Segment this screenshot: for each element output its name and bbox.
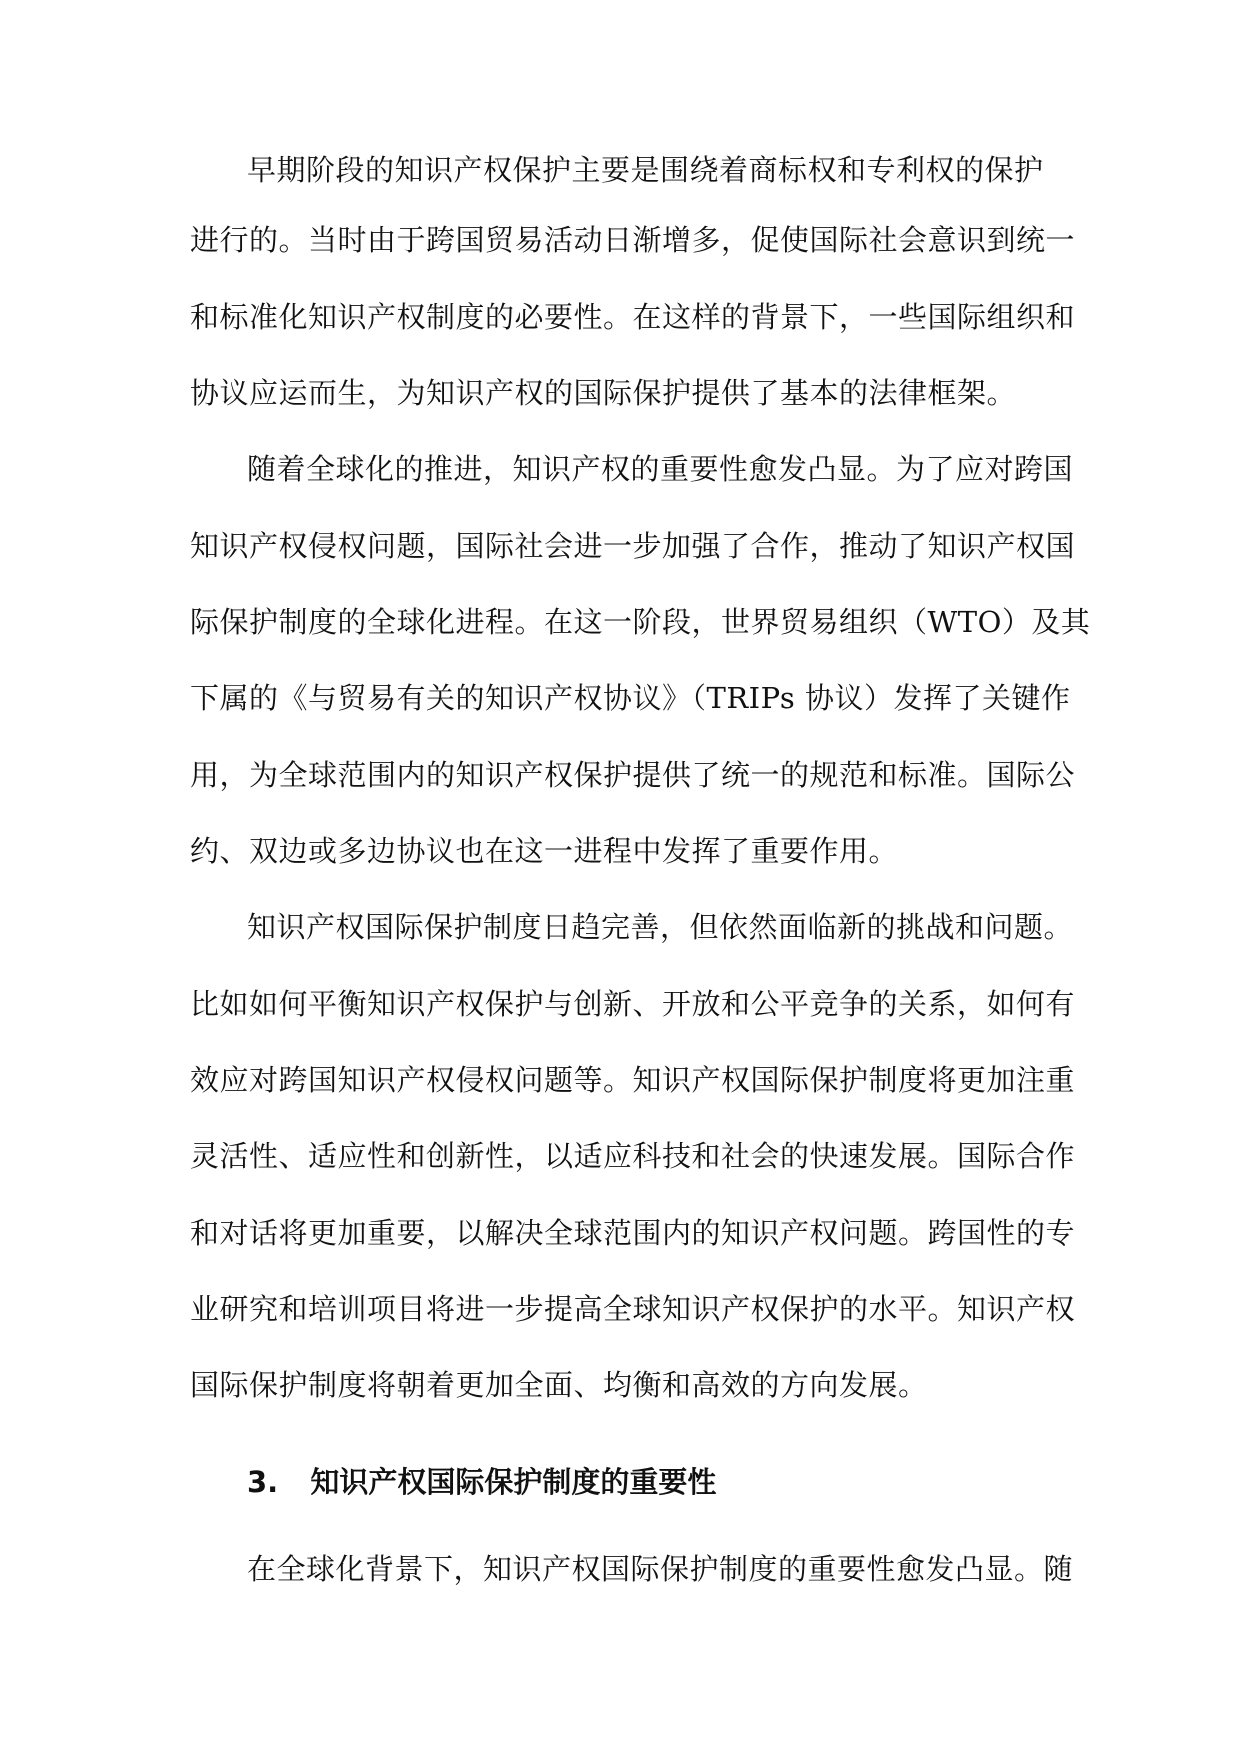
paragraph-2-line-1: 随着全球化的推进，知识产权的重要性愈发凸显。为了应对跨国 bbox=[247, 452, 1074, 486]
paragraph-1-line-1: 早期阶段的知识产权保护主要是围绕着商标权和专利权的保护 bbox=[247, 153, 1044, 187]
paragraph-3-line-5: 和对话将更加重要，以解决全球范围内的知识产权问题。跨国性的专 bbox=[190, 1216, 1076, 1250]
paragraph-3-line-2: 比如如何平衡知识产权保护与创新、开放和公平竞争的关系，如何有 bbox=[190, 987, 1076, 1021]
paragraph-3-line-1: 知识产权国际保护制度日趋完善，但依然面临新的挑战和问题。 bbox=[247, 910, 1074, 944]
final-paragraph-line-1: 在全球化背景下，知识产权国际保护制度的重要性愈发凸显。随 bbox=[247, 1552, 1074, 1586]
paragraph-3-line-4: 灵活性、适应性和创新性，以适应科技和社会的快速发展。国际合作 bbox=[190, 1139, 1076, 1173]
paragraph-1-line-4: 协议应运而生，为知识产权的国际保护提供了基本的法律框架。 bbox=[190, 376, 1017, 410]
paragraph-2-line-4: 下属的《与贸易有关的知识产权协议》（TRIPs 协议）发挥了关键作 bbox=[190, 681, 1071, 715]
paragraph-1-line-3: 和标准化知识产权制度的必要性。在这样的背景下，一些国际组织和 bbox=[190, 300, 1076, 334]
paragraph-3-line-7: 国际保护制度将朝着更加全面、均衡和高效的方向发展。 bbox=[190, 1368, 928, 1402]
paragraph-3-line-6: 业研究和培训项目将进一步提高全球知识产权保护的水平。知识产权 bbox=[190, 1292, 1076, 1326]
paragraph-2-line-6: 约、双边或多边协议也在这一进程中发挥了重要作用。 bbox=[190, 834, 899, 868]
paragraph-3-line-3: 效应对跨国知识产权侵权问题等。知识产权国际保护制度将更加注重 bbox=[190, 1063, 1076, 1097]
paragraph-2-line-2: 知识产权侵权问题，国际社会进一步加强了合作，推动了知识产权国 bbox=[190, 529, 1076, 563]
section-number: 3. bbox=[247, 1465, 279, 1499]
paragraph-2-line-5: 用，为全球范围内的知识产权保护提供了统一的规范和标准。国际公 bbox=[190, 758, 1076, 792]
section-heading bbox=[247, 1462, 1047, 1502]
section-title: 知识产权国际保护制度的重要性 bbox=[310, 1465, 717, 1499]
paragraph-1-line-2: 进行的。当时由于跨国贸易活动日渐增多，促使国际社会意识到统一 bbox=[190, 223, 1076, 257]
paragraph-2-line-3: 际保护制度的全球化进程。在这一阶段，世界贸易组织（WTO）及其 bbox=[190, 605, 1091, 639]
